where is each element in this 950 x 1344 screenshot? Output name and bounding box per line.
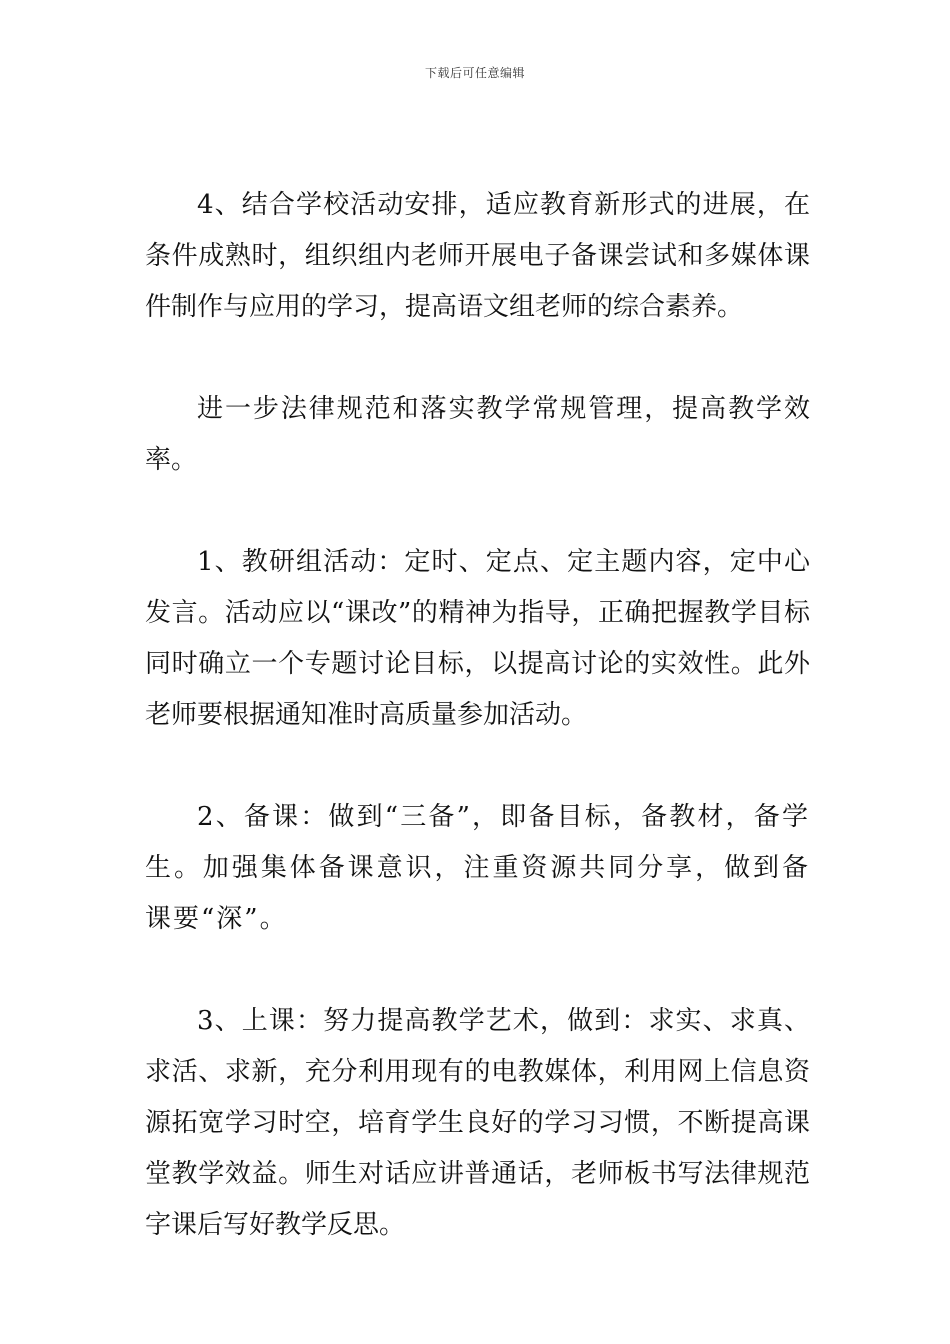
paragraph-lesson-prep: 2、备课：做到“三备”，即备目标，备教材，备学生。加强集体备课意识，注重资源共同分享，做到备课要“深”。: [145, 802, 810, 934]
paragraph-teaching-research: 1、教研组活动：定时、定点、定主题内容，定中心发言。活动应以“课改”的精神为指导，正确把握教学目标同时确立一个专题讨论目标，以提高讨论的实效性。此外老师要根据通知准时高质量参加活动。: [145, 547, 810, 730]
paragraph-item-4: 4、结合学校活动安排，适应教育新形式的进展，在条件成熟时，组织组内老师开展电子备课尝试和多媒体课件制作与应用的学习，提高语文组老师的综合素养。: [145, 190, 810, 322]
paragraph-routine-management: 进一步法律规范和落实教学常规管理，提高教学效率。: [145, 394, 810, 475]
paragraph-classes: 3、上课：努力提高教学艺术，做到：求实、求真、求活、求新，充分利用现有的电教媒体，利用网上信息资源拓宽学习时空，培育学生良好的学习习惯，不断提高课堂教学效益。师生对话应讲普通话，老师板书写法律规范字课后写好教学反思。: [145, 1006, 810, 1240]
document-body: [145, 180, 810, 1302]
page-header: 下载后可任意编辑: [424, 66, 525, 80]
